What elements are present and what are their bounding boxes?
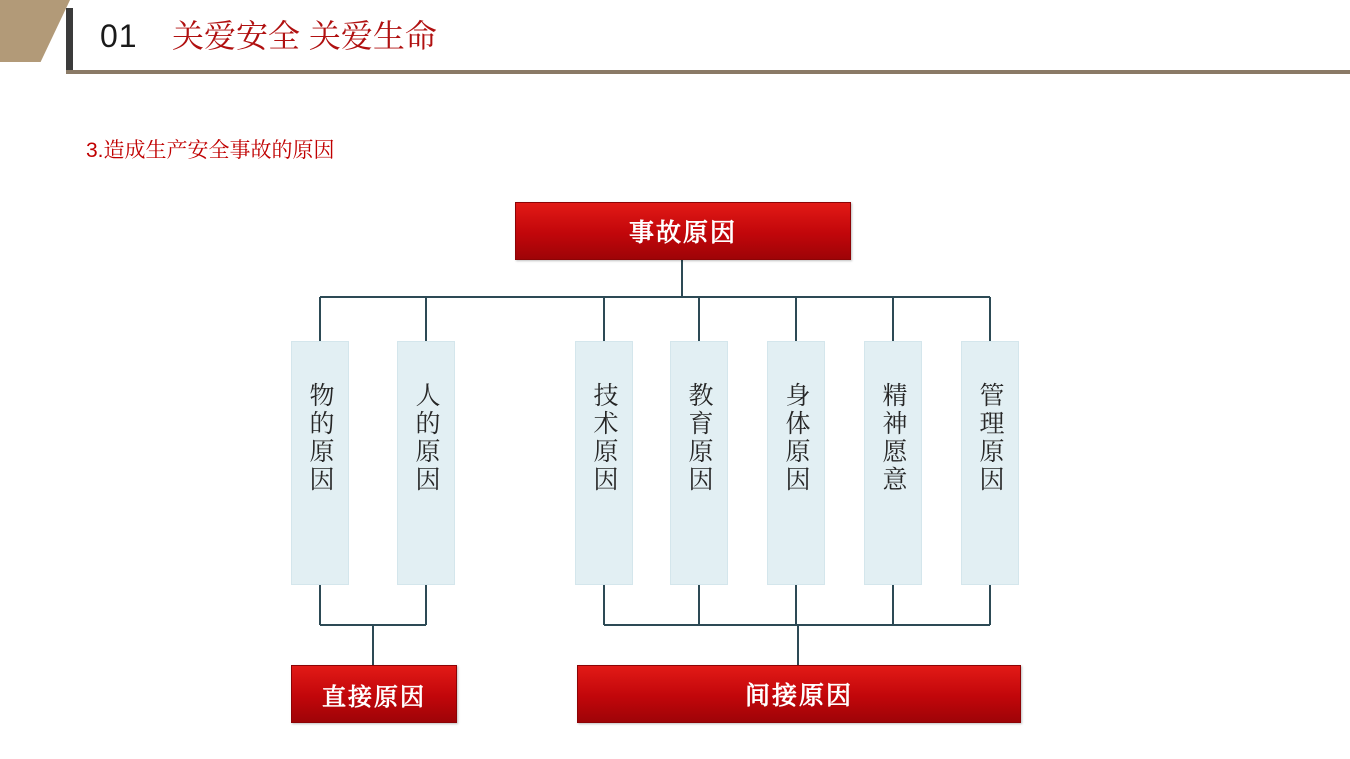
cause-box-indirect-3[interactable] <box>864 341 922 585</box>
node-indirect-label: 间接原因 <box>744 682 853 710</box>
cause-label: 物的原因 <box>306 382 334 494</box>
node-root-cause[interactable] <box>515 202 851 260</box>
page-title: 关爱安全 关爱生命 <box>172 18 437 54</box>
node-direct-label: 直接原因 <box>322 683 426 711</box>
node-root-label: 事故原因 <box>628 219 737 247</box>
cause-label: 精神愿意 <box>879 382 907 494</box>
cause-label: 管理原因 <box>976 382 1004 494</box>
section-subtitle: 3.造成生产安全事故的原因 <box>86 139 335 162</box>
cause-box-indirect-2[interactable] <box>767 341 825 585</box>
cause-label: 技术原因 <box>590 382 618 494</box>
cause-label: 教育原因 <box>685 382 713 494</box>
node-direct-cause[interactable] <box>291 665 457 723</box>
cause-box-indirect-1[interactable] <box>670 341 728 585</box>
cause-box-indirect-0[interactable] <box>575 341 633 585</box>
cause-box-direct-0[interactable] <box>291 341 349 585</box>
node-indirect-cause[interactable] <box>577 665 1021 723</box>
cause-label: 身体原因 <box>782 382 810 494</box>
cause-box-indirect-4[interactable] <box>961 341 1019 585</box>
header-section-number: 01 <box>100 18 138 54</box>
cause-label: 人的原因 <box>412 382 440 494</box>
cause-box-direct-1[interactable] <box>397 341 455 585</box>
